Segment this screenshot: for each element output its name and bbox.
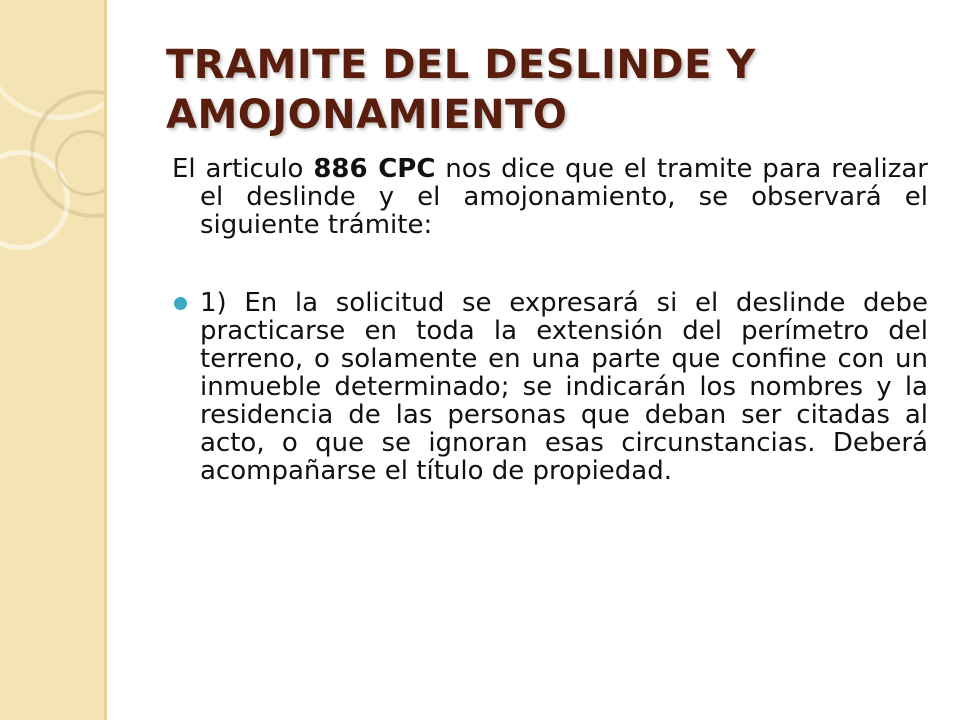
intro-suffix: nos dice que el tramite para realizar el deslinde y el amojonamiento, se observará el siguiente trámite: xyxy=(200,154,928,240)
decorative-side-band xyxy=(0,0,107,720)
slide-body xyxy=(172,155,928,485)
intro-prefix: El articulo xyxy=(172,154,314,184)
bullet-dot-icon xyxy=(174,297,187,310)
intro-article-reference: 886 CPC xyxy=(313,154,436,184)
intro-paragraph xyxy=(172,155,928,239)
slide-title-line1: TRAMITE DEL DESLINDE Y xyxy=(166,42,756,88)
bullet-text: 1) En la solicitud se expresará si el deslinde debe practicarse en toda la extensión del perímetro del terreno, o solamente en una parte que confine con un inmueble determinado; se indicarán los nombres y la residencia de las personas que deban ser citadas al acto, o que se ignoran esas circunstancias. Deberá acompañarse el título de propiedad. xyxy=(200,288,928,486)
bullet-item xyxy=(172,289,928,485)
slide-title xyxy=(166,40,926,140)
slide-title-line2: AMOJONAMIENTO xyxy=(166,92,568,138)
